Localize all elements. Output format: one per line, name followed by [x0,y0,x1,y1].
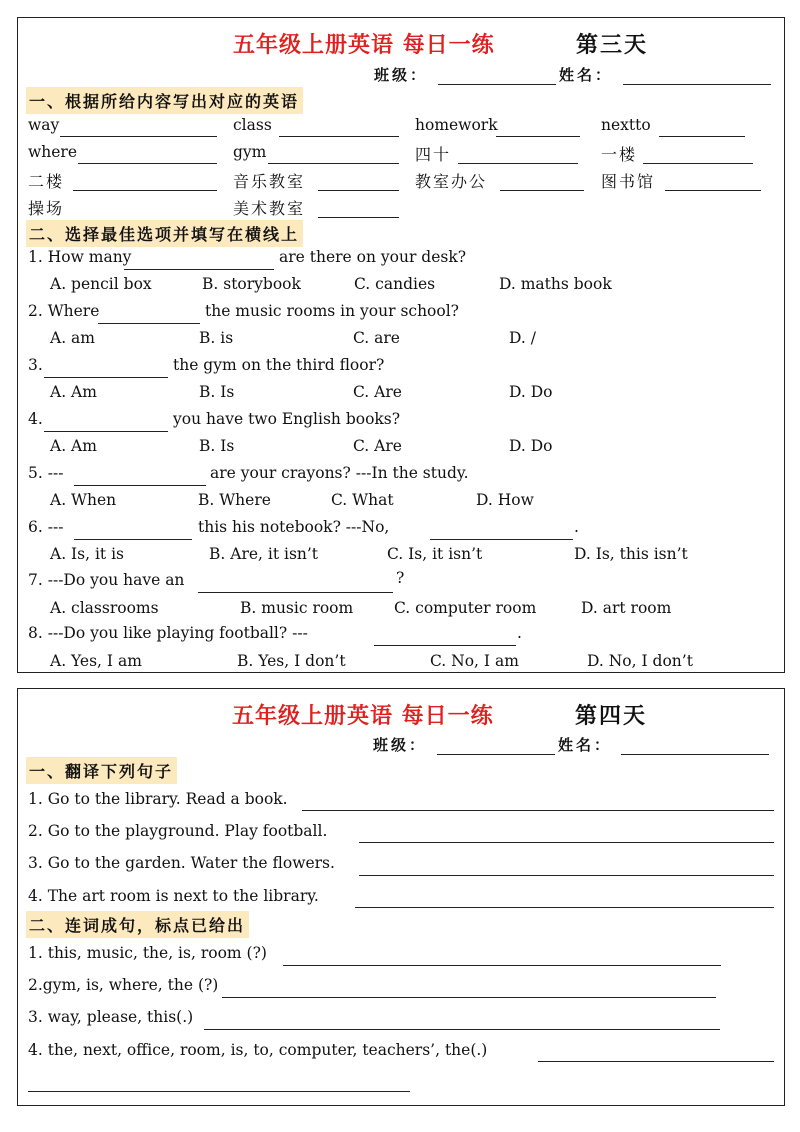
vocab-item: 图书馆 [601,172,656,191]
option[interactable]: C. are [353,329,400,347]
answer-blank[interactable] [359,875,774,876]
worksheet-day3 [17,17,785,673]
option[interactable]: D. No, I don’t [587,652,693,670]
vocab-item: way [28,116,60,134]
answer-blank[interactable] [538,1061,774,1062]
option[interactable]: D. / [509,329,536,347]
vocab-item: homework [415,116,498,134]
section-heading: 一、根据所给内容写出对应的英语 [26,87,303,114]
option[interactable]: C. What [331,491,394,509]
translate-sentence: 4. The art room is next to the library. [28,887,319,905]
answer-blank[interactable] [430,539,573,540]
answer-blank[interactable] [98,323,200,324]
option[interactable]: D. Do [509,383,553,401]
option[interactable]: A. Am [50,437,97,455]
day-label: 第三天 [576,33,649,58]
word-order-item: 1. this, music, the, is, room (?) [28,944,267,962]
option[interactable]: C. candies [354,275,436,293]
vocab-item: 美术教室 [233,199,306,218]
name-blank[interactable] [621,754,769,755]
vocab-blank[interactable] [659,136,745,137]
option[interactable]: D. How [476,491,534,509]
option[interactable]: B. storybook [202,275,301,293]
option[interactable]: C. computer room [394,599,537,617]
option[interactable]: D. Do [509,437,553,455]
question-text: are there on your desk? [279,248,467,266]
question-text: the music rooms in your school? [205,302,459,320]
answer-blank[interactable] [198,592,393,593]
class-blank[interactable] [437,754,555,755]
question-text: the gym on the third floor? [173,356,385,374]
option[interactable]: C. Are [353,437,402,455]
vocab-blank[interactable] [643,163,753,164]
vocab-item: 教室办公 [415,172,488,191]
question-text: 1. How many [28,248,132,266]
question-text: . [517,624,522,642]
word-order-item: 3. way, please, this(.) [28,1008,194,1026]
question-text: . [574,518,579,536]
answer-blank[interactable] [204,1029,720,1030]
option[interactable]: C. No, I am [430,652,519,670]
option[interactable]: B. music room [240,599,354,617]
question-text: 3. [28,356,43,374]
vocab-blank[interactable] [268,163,399,164]
vocab-item: gym [233,143,267,161]
answer-blank[interactable] [124,269,274,270]
option[interactable]: A. Am [50,383,97,401]
option[interactable]: A. When [50,491,117,509]
answer-blank[interactable] [74,485,206,486]
answer-blank[interactable] [222,997,716,998]
vocab-item: 操场 [28,199,65,218]
vocab-item: 音乐教室 [233,172,306,191]
vocab-item: 二楼 [28,172,65,191]
question-text: 7. ---Do you have an [28,571,185,589]
question-text: 2. Where [28,302,100,320]
option[interactable]: D. art room [581,599,672,617]
option[interactable]: A. classrooms [50,599,159,617]
name-blank[interactable] [623,84,771,85]
vocab-blank[interactable] [60,136,217,137]
vocab-item: class [233,116,272,134]
option[interactable]: D. maths book [499,275,612,293]
worksheet-title: 五年级上册英语 每日一练 [233,33,495,58]
class-label: 班级： [373,736,428,754]
option[interactable]: A. am [50,329,95,347]
option[interactable]: B. Yes, I don’t [237,652,346,670]
question-text: you have two English books? [173,410,401,428]
option[interactable]: B. is [199,329,234,347]
answer-blank[interactable] [374,645,516,646]
vocab-item: where [28,143,78,161]
option[interactable]: B. Is [199,437,235,455]
answer-blank[interactable] [359,842,774,843]
vocab-blank[interactable] [318,217,399,218]
vocab-blank[interactable] [73,190,217,191]
answer-blank[interactable] [355,907,774,908]
question-text: 8. ---Do you like playing football? --- [28,624,308,642]
translate-sentence: 2. Go to the playground. Play football. [28,822,328,840]
translate-sentence: 1. Go to the library. Read a book. [28,790,288,808]
question-text: 5. --- [28,464,64,482]
question-text: ? [396,569,405,587]
answer-blank[interactable] [28,1091,410,1092]
option[interactable]: C. Are [353,383,402,401]
option[interactable]: D. Is, this isn’t [574,545,688,563]
section-heading: 一、翻译下列句子 [26,757,177,784]
name-label: 姓名： [558,736,613,754]
vocab-blank[interactable] [458,163,578,164]
question-text: this his notebook? ---No, [198,518,390,536]
vocab-blank[interactable] [496,136,580,137]
option[interactable]: C. Is, it isn’t [387,545,483,563]
translate-sentence: 3. Go to the garden. Water the flowers. [28,854,335,872]
question-text: 4. [28,410,43,428]
day-label: 第四天 [575,704,648,729]
vocab-blank[interactable] [665,190,761,191]
vocab-item: 一楼 [601,145,638,164]
answer-blank[interactable] [44,377,168,378]
answer-blank[interactable] [44,431,168,432]
vocab-blank[interactable] [500,190,584,191]
vocab-item: nextto [601,116,651,134]
question-text: 6. --- [28,518,64,536]
word-order-item: 4. the, next, office, room, is, to, computer, teachers’, the(.) [28,1041,488,1059]
answer-blank[interactable] [74,539,192,540]
answer-blank[interactable] [283,965,721,966]
section-heading: 二、连词成句，标点已给出 [26,911,249,938]
vocab-item: 四十 [415,145,452,164]
section-heading: 二、选择最佳选项并填写在横线上 [26,220,303,247]
worksheet-title: 五年级上册英语 每日一练 [232,704,494,729]
vocab-blank[interactable] [78,163,217,164]
class-label: 班级： [374,66,429,84]
class-blank[interactable] [438,84,556,85]
word-order-item: 2.gym, is, where, the (?) [28,976,219,994]
vocab-blank[interactable] [279,136,399,137]
answer-blank[interactable] [302,810,774,811]
option[interactable]: B. Is [199,383,235,401]
question-text: are your crayons? ---In the study. [210,464,469,482]
option[interactable]: A. Is, it is [50,545,125,563]
vocab-blank[interactable] [318,190,399,191]
option[interactable]: B. Where [198,491,271,509]
option[interactable]: B. Are, it isn’t [209,545,319,563]
name-label: 姓名： [559,66,614,84]
option[interactable]: A. Yes, I am [50,652,142,670]
worksheet-day4 [17,688,785,1106]
option[interactable]: A. pencil box [50,275,152,293]
